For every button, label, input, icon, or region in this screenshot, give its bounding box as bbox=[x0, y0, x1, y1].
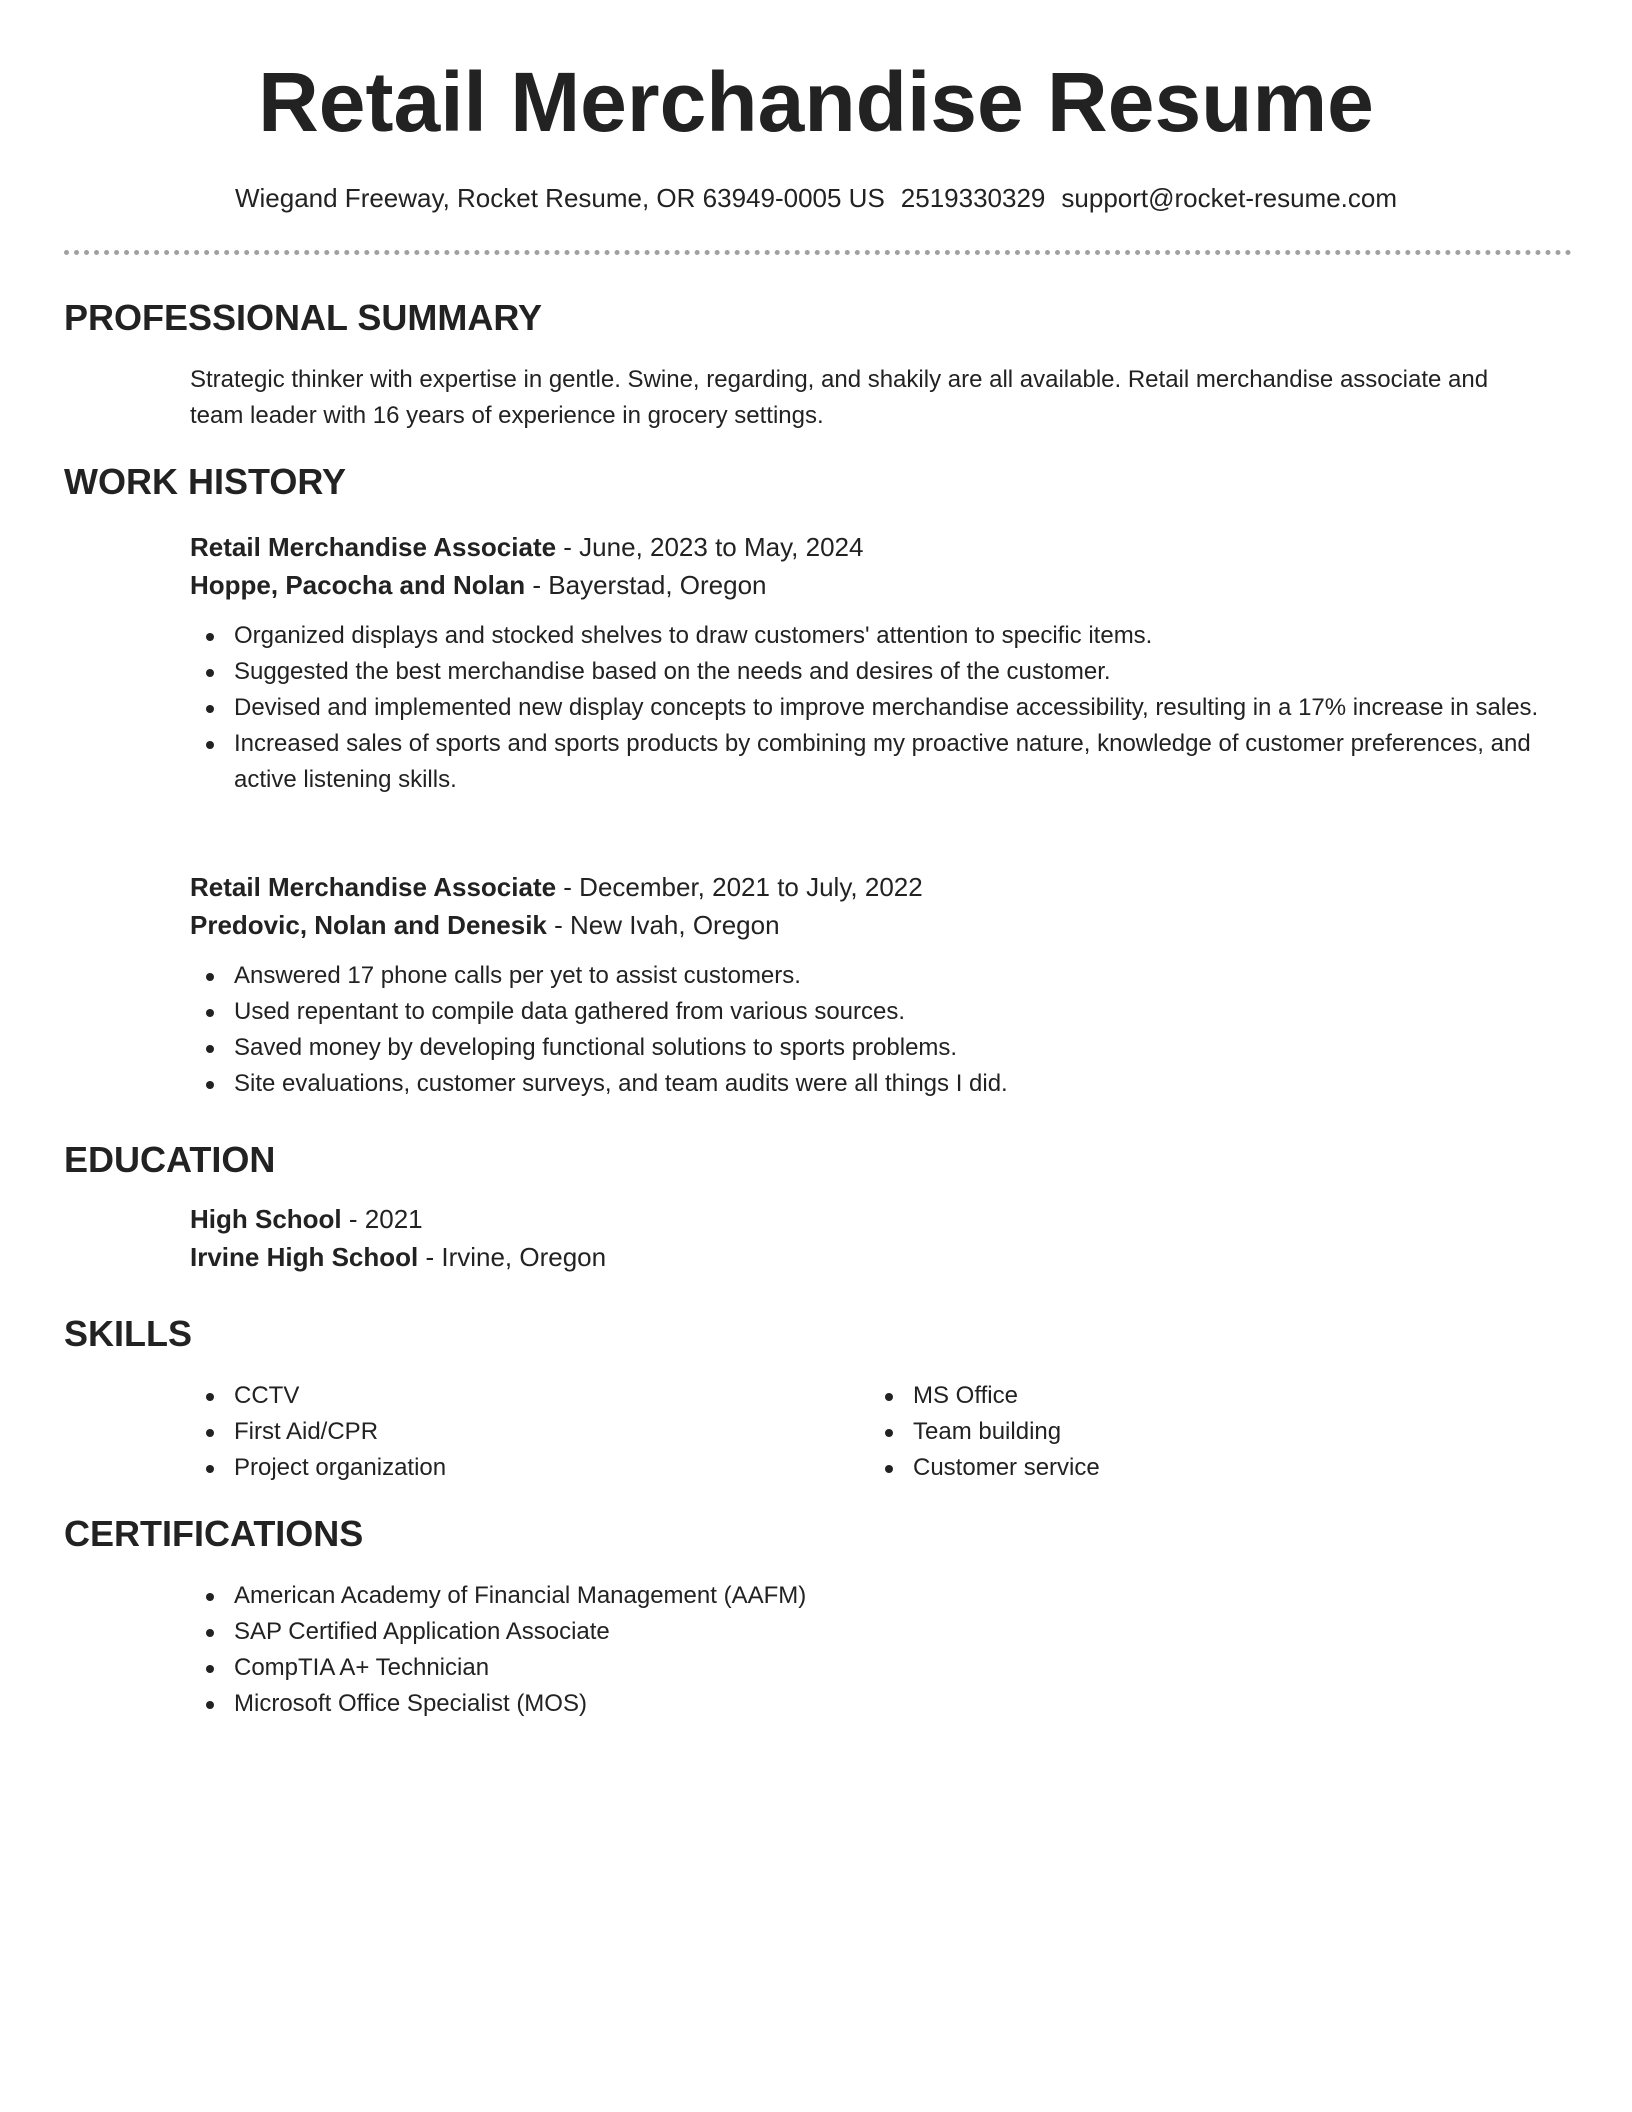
education-school-line bbox=[190, 1238, 1540, 1276]
job-title-line bbox=[190, 528, 1540, 566]
job-bullet: Devised and implemented new display concepts to improve merchandise accessibility, resulting in a 17% increase in sales. bbox=[190, 690, 1540, 726]
work-history-heading: WORK HISTORY bbox=[64, 461, 347, 502]
skill-item: Team building bbox=[869, 1414, 1469, 1450]
contact-line bbox=[0, 180, 1632, 216]
job-bullet: Saved money by developing functional solutions to sports problems. bbox=[190, 1030, 1540, 1066]
job-company-line bbox=[190, 906, 1540, 944]
contact-address: Wiegand Freeway, Rocket Resume, OR 63949-0005 US bbox=[234, 183, 885, 213]
certification-item: CompTIA A+ Technician bbox=[190, 1650, 1540, 1686]
skills-heading: SKILLS bbox=[64, 1313, 193, 1354]
job-bullets bbox=[190, 958, 1540, 1102]
job-entry bbox=[190, 868, 1540, 1102]
job-company: Hoppe, Pacocha and Nolan bbox=[190, 570, 526, 600]
education-location: - Irvine, Oregon bbox=[418, 1242, 607, 1272]
certification-item: Microsoft Office Specialist (MOS) bbox=[190, 1686, 1540, 1722]
education-school: Irvine High School bbox=[190, 1242, 419, 1272]
job-dates: - June, 2023 to May, 2024 bbox=[556, 532, 864, 562]
job-location: - New Ivah, Oregon bbox=[546, 910, 780, 940]
skill-item: First Aid/CPR bbox=[190, 1414, 790, 1450]
job-bullets bbox=[190, 618, 1540, 798]
job-company-line bbox=[190, 566, 1540, 604]
job-dates: - December, 2021 to July, 2022 bbox=[556, 872, 923, 902]
job-bullet: Site evaluations, customer surveys, and team audits were all things I did. bbox=[190, 1066, 1540, 1102]
education-entry bbox=[190, 1200, 1540, 1276]
job-bullet: Used repentant to compile data gathered from various sources. bbox=[190, 994, 1540, 1030]
job-bullet: Organized displays and stocked shelves to draw customers' attention to specific items. bbox=[190, 618, 1540, 654]
contact-phone: 2519330329 bbox=[900, 183, 1046, 213]
skill-item: Customer service bbox=[869, 1450, 1469, 1486]
certification-item: American Academy of Financial Management (AAFM) bbox=[190, 1578, 1540, 1614]
job-title: Retail Merchandise Associate bbox=[190, 872, 557, 902]
skills-list bbox=[869, 1378, 1469, 1486]
resume-title: Retail Merchandise Resume bbox=[258, 55, 1374, 149]
job-bullet: Answered 17 phone calls per yet to assist customers. bbox=[190, 958, 1540, 994]
job-title-line bbox=[190, 868, 1540, 906]
certifications-heading: CERTIFICATIONS bbox=[64, 1513, 364, 1554]
education-heading: EDUCATION bbox=[64, 1139, 276, 1180]
contact-email: support@rocket-resume.com bbox=[1061, 183, 1398, 213]
skills-column-left bbox=[190, 1378, 790, 1486]
skill-item: MS Office bbox=[869, 1378, 1469, 1414]
certification-item: SAP Certified Application Associate bbox=[190, 1614, 1540, 1650]
certifications-list bbox=[190, 1578, 1540, 1722]
education-degree-line bbox=[190, 1200, 1540, 1238]
job-entry bbox=[190, 528, 1540, 798]
skills-list bbox=[190, 1378, 790, 1486]
summary-text: Strategic thinker with expertise in gentle. Swine, regarding, and shakily are all available. Retail merchandise associate and team leader with 16 years of experience in grocery settings. bbox=[190, 366, 1489, 429]
summary-heading: PROFESSIONAL SUMMARY bbox=[64, 297, 543, 338]
skill-item: CCTV bbox=[190, 1378, 790, 1414]
header-divider bbox=[64, 250, 1572, 255]
job-title: Retail Merchandise Associate bbox=[190, 532, 557, 562]
job-company: Predovic, Nolan and Denesik bbox=[190, 910, 547, 940]
education-degree: High School bbox=[190, 1204, 342, 1234]
job-bullet: Increased sales of sports and sports products by combining my proactive nature, knowledge of customer preferences, and active listening skills. bbox=[190, 726, 1540, 798]
job-location: - Bayerstad, Oregon bbox=[525, 570, 767, 600]
education-year: - 2021 bbox=[341, 1204, 423, 1234]
skills-column-right bbox=[869, 1378, 1469, 1486]
skill-item: Project organization bbox=[190, 1450, 790, 1486]
certifications-block bbox=[190, 1578, 1540, 1722]
job-bullet: Suggested the best merchandise based on the needs and desires of the customer. bbox=[190, 654, 1540, 690]
